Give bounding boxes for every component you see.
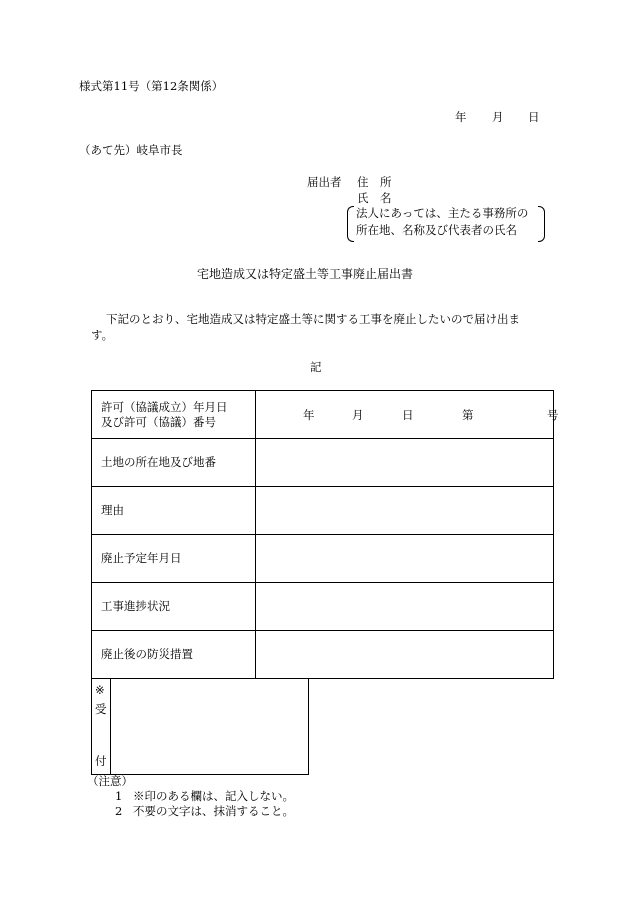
permit-year-label: 年 (303, 407, 315, 422)
table-row (92, 535, 554, 583)
disaster-prevention-label: 廃止後の防災措置 (92, 631, 256, 679)
date-year-label: 年 (455, 110, 467, 124)
note-1-text: ※印のある欄は、記入しない。 (133, 789, 294, 803)
right-bracket (538, 206, 545, 242)
permit-label-cell (92, 391, 256, 439)
body-line1: 下記のとおり、宅地造成又は特定盛土等に関する工事を廃止したいので届け出ま (106, 312, 520, 326)
progress-label: 工事進捗状況 (92, 583, 256, 631)
ki-label: 記 (310, 360, 322, 374)
left-bracket (347, 206, 354, 242)
body-line2: す。 (91, 328, 114, 342)
reception-divider (110, 678, 111, 774)
permit-label-line1: 許可（協議成立）年月日 (101, 400, 228, 415)
location-value-cell[interactable] (256, 439, 554, 487)
notes-heading: （注意） (87, 774, 133, 788)
note-2-number: 2 (115, 804, 123, 818)
reception-mark: ※ (95, 683, 105, 697)
date-day-label: 日 (528, 110, 540, 124)
permit-month-label: 月 (352, 407, 364, 422)
applicant-note-line2: 所在地、名称及び代表者の氏名 (356, 223, 517, 237)
permit-day-label: 日 (402, 407, 414, 422)
disaster-prevention-value-cell[interactable] (256, 631, 554, 679)
table-row (92, 583, 554, 631)
reason-value-cell[interactable] (256, 487, 554, 535)
reason-label: 理由 (92, 487, 256, 535)
table-row (92, 487, 554, 535)
name-label: 氏 名 (357, 191, 392, 205)
form-table (91, 390, 559, 679)
abolition-date-label: 廃止予定年月日 (92, 535, 256, 583)
permit-go-label: 号 (547, 407, 559, 422)
reception-char-uke: 受 (95, 702, 107, 716)
address-label: 住 所 (357, 175, 392, 189)
note-2-text: 不要の文字は、抹消すること。 (133, 804, 294, 818)
table-row (92, 631, 554, 679)
date-month-label: 月 (492, 110, 504, 124)
table-row (92, 439, 554, 487)
form-number: 様式第11号（第12条関係） (79, 79, 224, 93)
table-row (92, 391, 554, 439)
recipient: （あて先）岐阜市長 (79, 143, 183, 157)
note-1-number: 1 (115, 789, 123, 803)
location-label: 土地の所在地及び地番 (92, 439, 256, 487)
applicant-label: 届出者 (307, 175, 342, 189)
progress-value-cell[interactable] (256, 583, 554, 631)
document-title: 宅地造成又は特定盛土等工事廃止届出書 (197, 267, 414, 281)
reception-box (91, 678, 309, 775)
abolition-date-value-cell[interactable] (256, 535, 554, 583)
permit-value-cell[interactable] (256, 391, 559, 439)
permit-dai-label: 第 (462, 407, 474, 422)
applicant-note-line1: 法人にあっては、主たる事務所の (356, 206, 529, 220)
permit-label-line2: 及び許可（協議）番号 (101, 414, 216, 429)
reception-char-tsuke: 付 (95, 754, 107, 768)
